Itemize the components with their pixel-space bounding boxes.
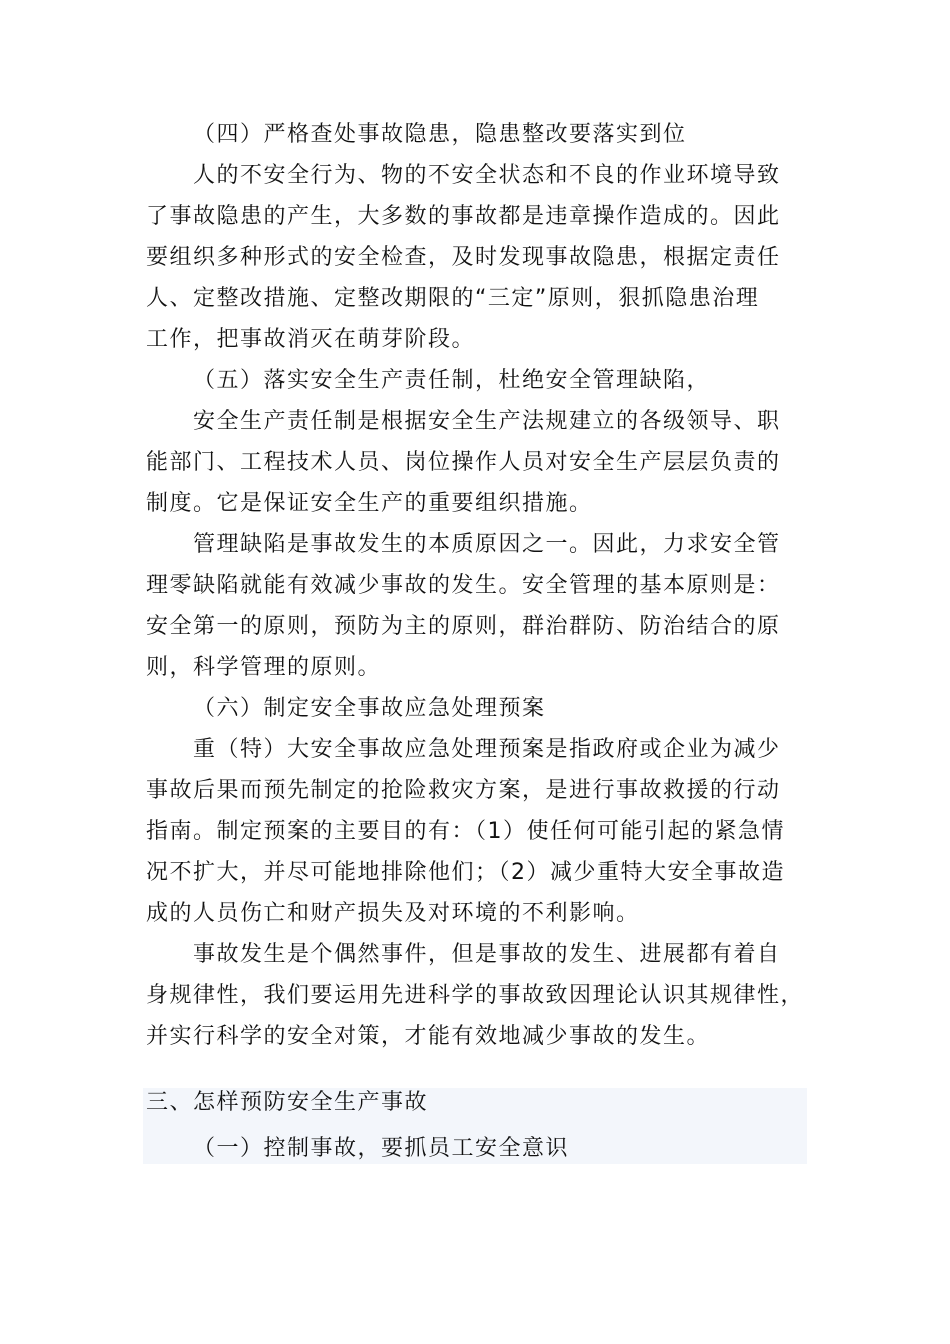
- paragraph-line: 制度。它是保证安全生产的重要组织措施。: [146, 491, 593, 516]
- paragraph-line: 理零缺陷就能有效减少事故的发生。安全管理的基本原则是：: [146, 573, 781, 598]
- paragraph-line: 则，科学管理的原则。: [146, 655, 382, 680]
- paragraph-line: 事故后果而预先制定的抢险救灾方案，是进行事故救援的行动: [146, 778, 781, 803]
- paragraph-line: 事故发生是个偶然事件，但是事故的发生、进展都有着自: [193, 942, 781, 967]
- paragraph-line: 身规律性，我们要运用先进科学的事故致因理论认识其规律性，: [146, 983, 805, 1008]
- paragraph-line: 况不扩大，并尽可能地排除他们；（2）减少重特大安全事故造: [146, 860, 785, 885]
- paragraph-line: 安全生产责任制是根据安全生产法规建立的各级领导、职: [193, 409, 781, 434]
- paragraph-line: 了事故隐患的产生，大多数的事故都是违章操作造成的。因此: [146, 204, 781, 229]
- paragraph-line: 人的不安全行为、物的不安全状态和不良的作业环境导致: [193, 163, 781, 188]
- paragraph-line: 工作，把事故消灭在萌芽阶段。: [146, 327, 476, 352]
- section-heading-6: （六）制定安全事故应急处理预案: [193, 696, 546, 721]
- section-heading-4: （四）严格查处事故隐患，隐患整改要落实到位: [193, 122, 687, 147]
- paragraph-line: 管理缺陷是事故发生的本质原因之一。因此，力求安全管: [193, 532, 781, 557]
- paragraph-line: 安全第一的原则，预防为主的原则，群治群防、防治结合的原: [146, 614, 781, 639]
- paragraph-line: 成的人员伤亡和财产损失及对环境的不利影响。: [146, 901, 640, 926]
- paragraph-line: 重（特）大安全事故应急处理预案是指政府或企业为减少: [193, 737, 781, 762]
- paragraph-line: 并实行科学的安全对策，才能有效地减少事故的发生。: [146, 1024, 711, 1049]
- paragraph-line: 要组织多种形式的安全检查，及时发现事故隐患，根据定责任: [146, 245, 781, 270]
- paragraph-line: 能部门、工程技术人员、岗位操作人员对安全生产层层负责的: [146, 450, 781, 475]
- paragraph-line: 人、定整改措施、定整改期限的“三定”原则，狠抓隐患治理: [146, 286, 760, 311]
- paragraph-line: 指南。制定预案的主要目的有：（1）使任何可能引起的紧急情: [146, 819, 785, 844]
- section-heading-5: （五）落实安全生产责任制，杜绝安全管理缺陷，: [193, 368, 711, 393]
- chapter-heading: 三、怎样预防安全生产事故: [146, 1090, 429, 1115]
- sub-heading: （一）控制事故，要抓员工安全意识: [193, 1136, 570, 1161]
